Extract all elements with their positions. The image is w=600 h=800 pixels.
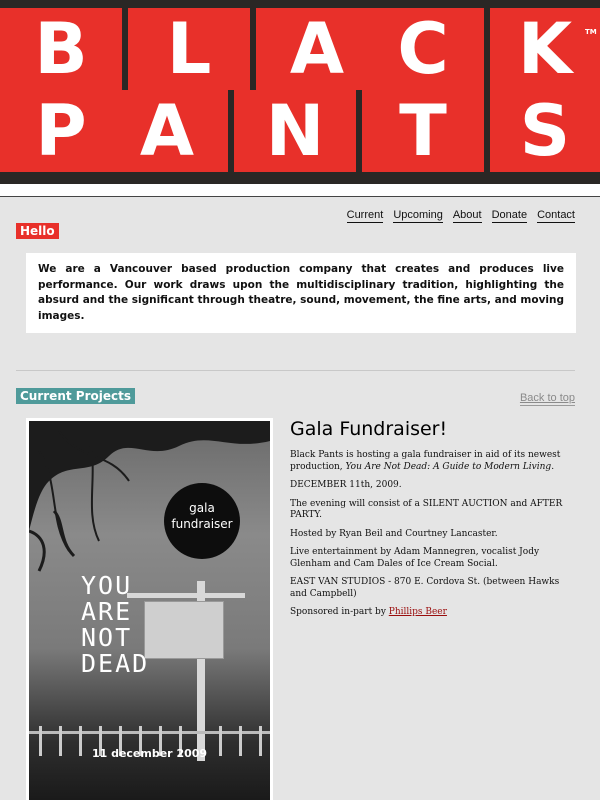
current-projects-heading: Current Projects [16,388,135,404]
trademark-mark: TM [585,28,597,36]
main-nav [347,209,575,223]
gala-badge-line1: gala [189,501,215,515]
header-divider [0,184,600,197]
event-sponsor [290,607,575,619]
logo-letter: N [234,90,356,172]
production-title: You Are Not Dead: A Guide to Modern Living [345,461,552,472]
event-description [290,450,575,473]
nav-donate[interactable]: Donate [491,209,528,221]
event-program: The evening will consist of a SILENT AUCTION and AFTER PARTY. [290,498,563,520]
logo-letter: T [362,90,484,172]
logo-letter: L [128,8,250,90]
logo-letter: B [0,8,122,90]
nav-about[interactable]: About [452,209,482,221]
event-article [290,418,575,626]
logo-letter: A [256,8,378,90]
nav-contact[interactable]: Contact [537,209,575,221]
section-divider [16,370,575,371]
event-hosts: Hosted by Ryan Beil and Courtney Lancaster. [290,528,498,539]
poster-title-line: YOU [81,571,133,600]
gala-badge [164,483,240,559]
back-to-top-link[interactable]: Back to top [519,392,575,404]
sign-board [144,601,224,659]
intro-text: We are a Vancouver based production company that creates and produces live performance. Our work draws upon the multidisciplinary tradition, highlighting the absurd and the significant through theatre, sound, movement, the fine arts, and moving images. [26,253,576,333]
hello-heading: Hello [16,223,59,239]
nav-upcoming[interactable]: Upcoming [393,209,443,221]
event-title: Gala Fundraiser! [290,418,448,440]
gala-badge-line2: fundraiser [171,517,233,531]
poster-image [29,421,270,800]
logo-letter: P [0,90,122,172]
logo-letter: K [490,8,600,90]
event-poster[interactable] [26,418,273,800]
nav-current[interactable]: Current [346,209,384,221]
logo-letter: C [362,8,484,90]
event-date: DECEMBER 11th, 2009. [290,480,402,490]
event-desc-prefix: Black Pants is hosting a gala fundraiser in aid of its newest production, [290,450,561,472]
event-desc-suffix: . [551,461,555,472]
sponsor-prefix: Sponsored in-part by [290,607,389,617]
poster-title-line: ARE [81,597,133,626]
poster-title [81,573,149,677]
sponsor-link[interactable]: Phillips Beer [388,607,447,617]
logo-letter: S [490,90,600,172]
event-entertainment: Live entertainment by Adam Mannegren, vocalist Jody Glenham and Cam Dales of Ice Cream Social. [290,547,540,569]
logo-letter: A [106,90,228,172]
event-location: EAST VAN STUDIOS - 870 E. Cordova St. (between Hawks and Campbell) [290,577,560,599]
site-logo[interactable] [0,0,600,184]
poster-title-line: DEAD [81,649,150,678]
poster-date: 11 december 2009 [91,747,208,760]
poster-title-line: NOT [81,623,133,652]
